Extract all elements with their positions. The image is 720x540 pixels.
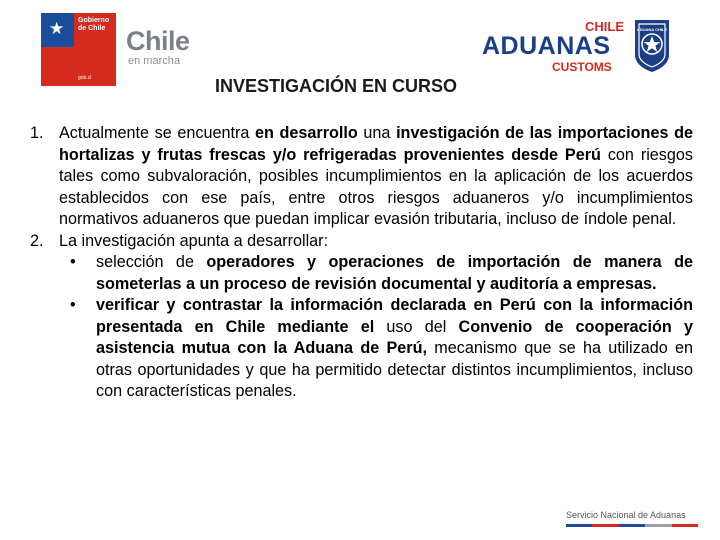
star-icon: ★ [49,19,65,38]
logo-red-square [41,47,74,86]
list-number: 1. [30,124,44,142]
bullet-text: mecanismo que se ha utilizado en otras oportunidades y que ha permitido detectar distintos incumplimientos, incluso con características penales. [96,339,693,400]
bullet-bold-text: Convenio de cooperación y asistencia mutua con la Aduana de Perú, [96,317,693,357]
item-bold-text: en desarrollo [254,124,358,142]
page-title: INVESTIGACIÓN EN CURSO [215,76,458,96]
item-text: Actualmente se encuentra [59,124,255,142]
bullet-text: uso del [374,317,459,336]
footer-color-bar [566,524,698,527]
chile-brand-word: Chile [126,26,190,56]
gobierno-logo-text: Gobierno de Chile [78,17,110,32]
logo-blue-square [41,13,74,47]
bullet-bold-text: verificar y contrastar la información declarada en Perú con la información presentada en Chile mediante el [96,296,693,336]
list-number: 2. [30,231,44,250]
item-bold-text: investigación de las importaciones de hortalizas y frutas frescas y/o refrigeradas provenientes desde Perú [59,124,693,164]
footer-bar-segment [566,524,592,527]
footer-bar-segment [619,524,645,527]
item-text: con riesgos tales como subvaloración, posibles incumplimientos en la aplicación de los acuerdos establecidos con ese país, entre otros riesgos aduaneros y/o incumplimientos normativos aduaneros que puedan implicar evasión tributaria, incluso de índole penal. [59,145,693,228]
bullet-marker: • [70,296,76,314]
bullet-text: selección de [96,253,207,271]
footer-bar-segment [672,524,698,527]
content-list [30,123,693,403]
aduanas-badge-icon [633,19,671,73]
aduanas-logo-wordmark: ADUANAS [482,32,611,60]
bullet-item-1 [30,252,693,295]
bullet-bold-text: operadores y operaciones de importación de manera de someterlas a un proceso de revisión documental y auditoría a empresas. [96,253,693,293]
list-item-1 [30,123,693,231]
bullet-item-2 [30,295,693,403]
footer-bar-segment [592,524,618,527]
gob-cl-text: gob.cl [78,75,92,81]
item-text: La investigación apunta a desarrollar: [59,231,329,250]
list-item-2 [30,231,693,253]
chile-brand-subtitle: en marcha [128,55,180,67]
logo-flag-block [41,13,74,86]
aduanas-logo-top-text: CHILE [585,19,624,34]
aduanas-logo-bottom-text: CUSTOMS [552,60,612,74]
gobierno-de-chile-logo [41,13,116,86]
logo-text-block [74,13,116,86]
bullet-marker: • [70,253,76,271]
item-text: una [357,124,397,142]
badge-text: ADUANA CHILE [636,27,668,32]
footer-bar-segment [645,524,671,527]
footer-text: Servicio Nacional de Aduanas [566,510,686,520]
bullet-list [30,252,693,403]
